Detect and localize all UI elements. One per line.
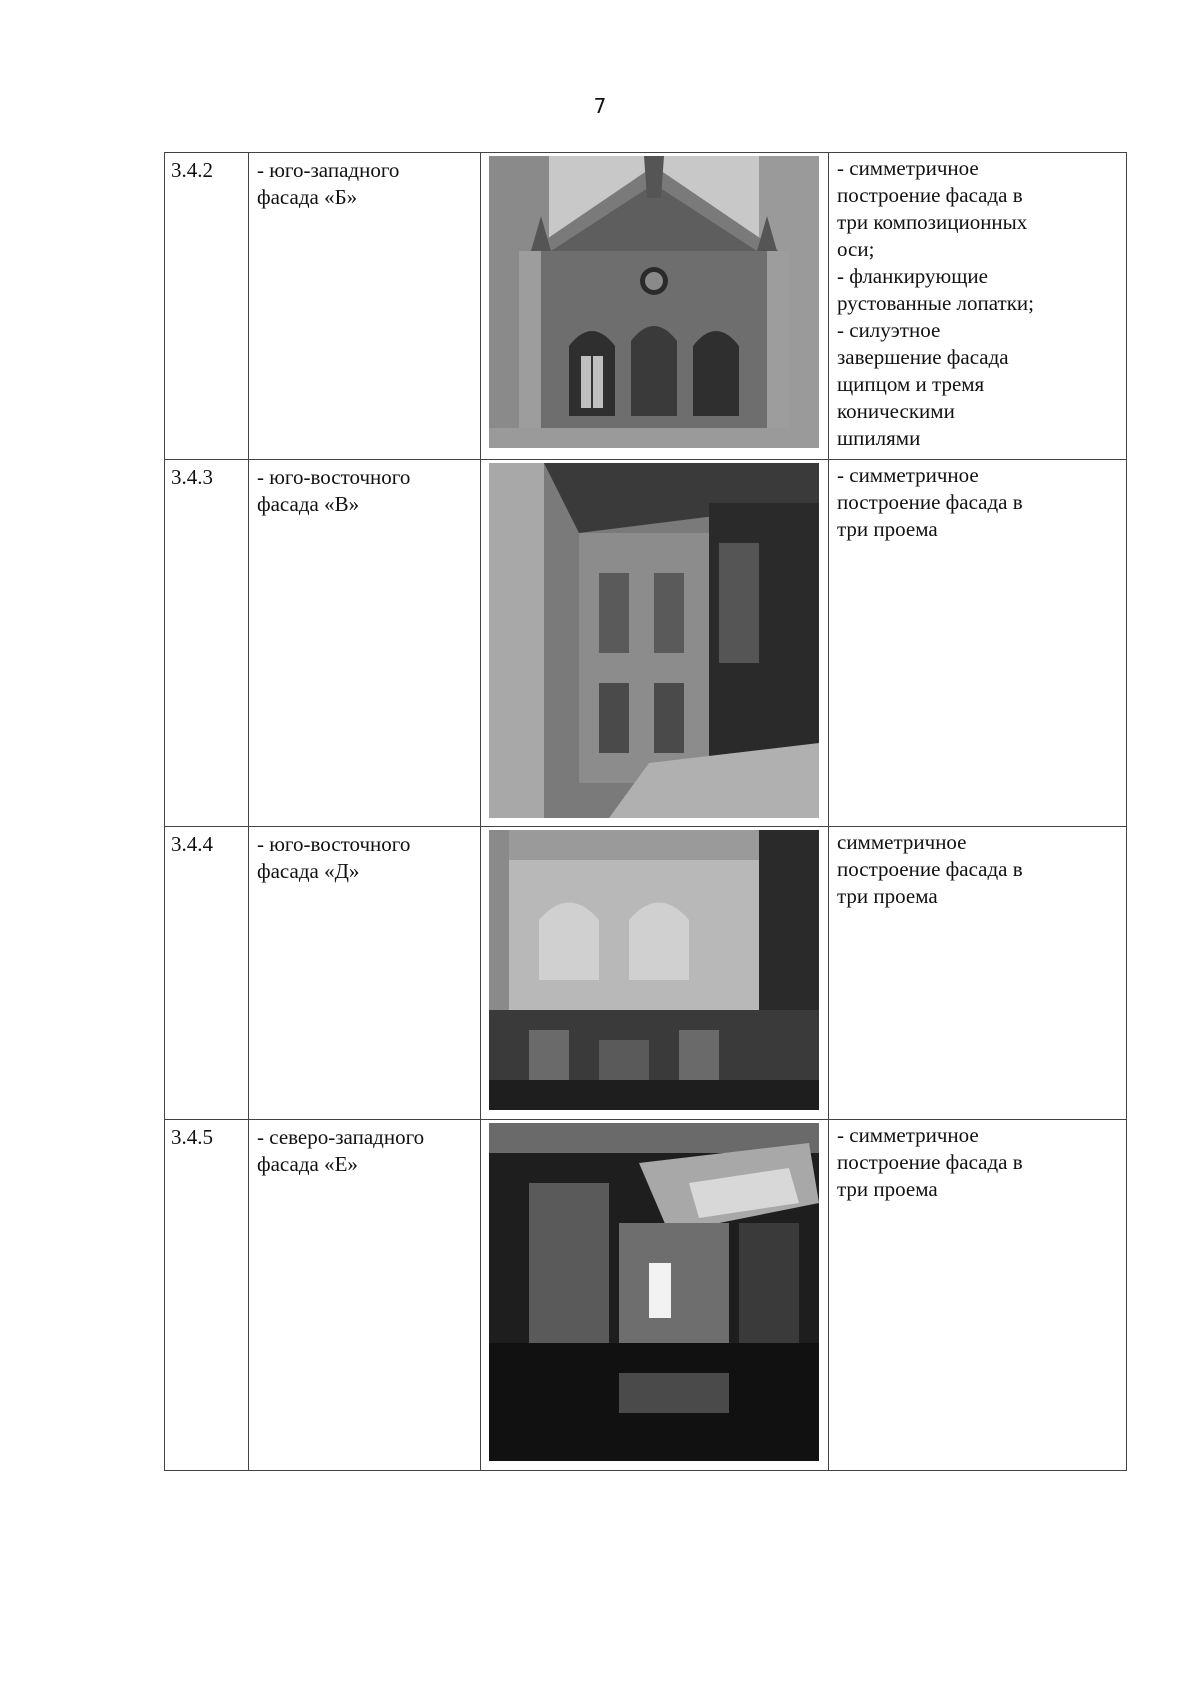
- building-facade-photo: [489, 463, 819, 818]
- table-row: [165, 153, 1127, 460]
- facade-description: - симметричное построение фасада в три проема: [829, 460, 1127, 827]
- facade-description: - симметричное построение фасада в три проема: [829, 1120, 1127, 1471]
- building-facade-photo: [489, 1123, 819, 1461]
- facades-table: [164, 152, 1127, 1471]
- facade-photo-cell: [481, 153, 829, 460]
- facade-photo-cell: [481, 827, 829, 1120]
- facade-name: - юго-восточного фасада «Д»: [249, 827, 481, 1120]
- table-row: [165, 1120, 1127, 1471]
- row-number: 3.4.2: [165, 153, 249, 460]
- facade-photo-cell: [481, 1120, 829, 1471]
- building-facade-photo: [489, 830, 819, 1110]
- facade-photo-cell: [481, 460, 829, 827]
- facade-name: - юго-западного фасада «Б»: [249, 153, 481, 460]
- row-number: 3.4.4: [165, 827, 249, 1120]
- facade-name: - юго-восточного фасада «В»: [249, 460, 481, 827]
- facade-description: симметричное построение фасада в три проема: [829, 827, 1127, 1120]
- facade-description: - симметричное построение фасада в три композиционных оси; - фланкирующие рустованные лопатки; - силуэтное завершение фасада щипцом и тремя коническими шпилями: [829, 153, 1127, 460]
- row-number: 3.4.3: [165, 460, 249, 827]
- building-facade-photo: [489, 156, 819, 448]
- facade-name: - северо-западного фасада «Е»: [249, 1120, 481, 1471]
- table-row: [165, 460, 1127, 827]
- page-number: 7: [593, 94, 607, 118]
- table-row: [165, 827, 1127, 1120]
- row-number: 3.4.5: [165, 1120, 249, 1471]
